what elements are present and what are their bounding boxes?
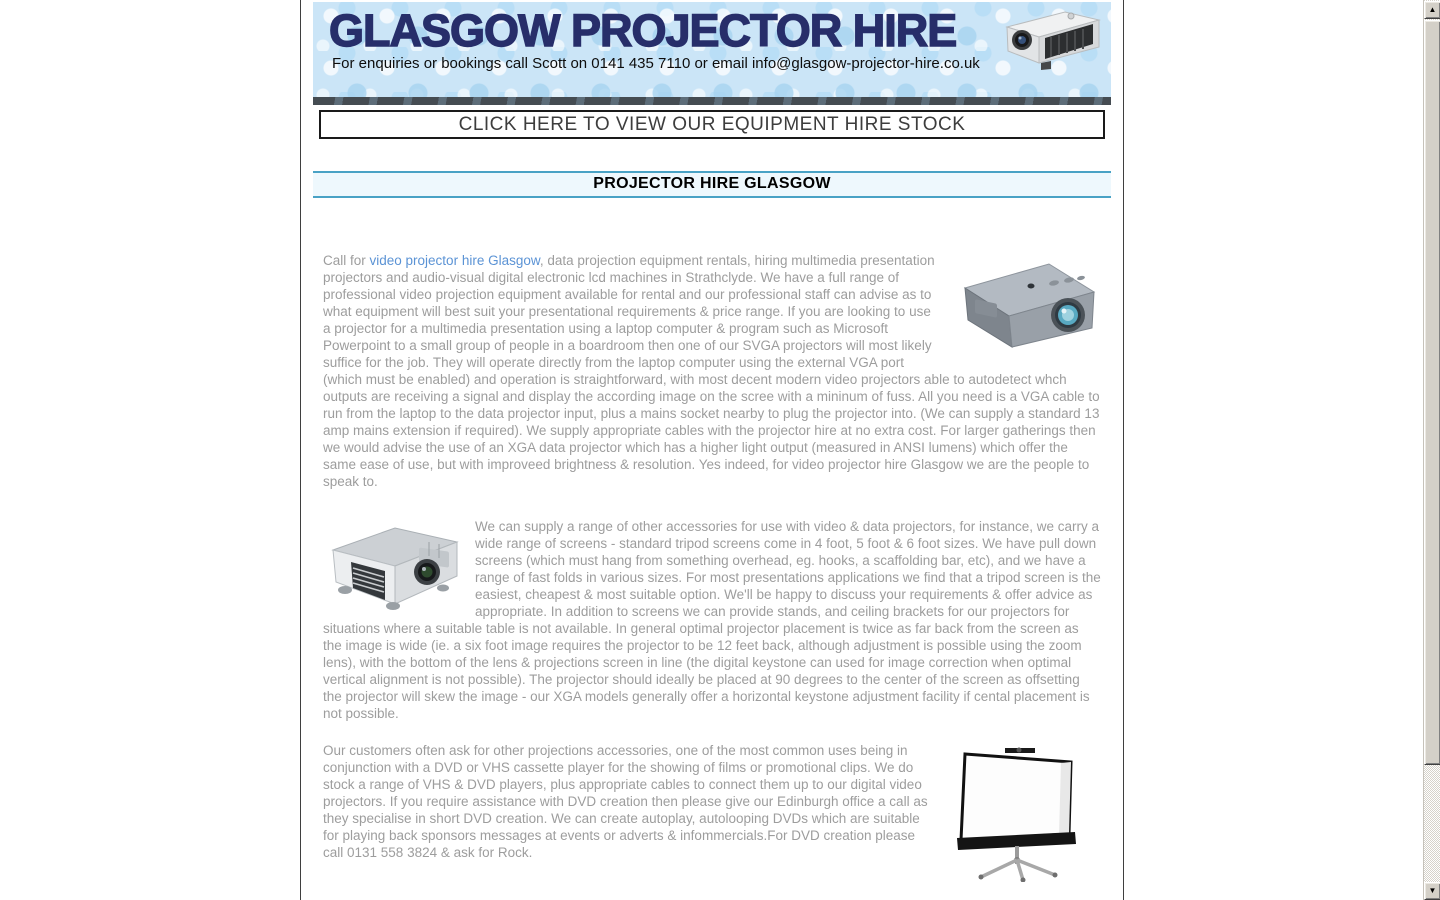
header-projector-icon [999, 7, 1105, 77]
scrollbar-up-arrow-icon[interactable]: ▲ [1424, 1, 1440, 19]
projector-photo-right [951, 252, 1101, 361]
projector-photo-left [323, 520, 463, 616]
page-content-frame [300, 0, 1124, 900]
p3-text: Our customers often ask for other projections accessories, one of the most common uses being in conjunction with a DVD or VHS cassette player for the showing of films or promotional clips. We do stock a range of VHS & DVD players, plus appropriate cables to connect them up to our digital video projectors. If you require assistance with DVD creation then please give our Edinburgh office a call as they specialise in short DVD creation. We can create autoplay, autolooping DVDs which are suitable for playing back sponsors messages at events or adverts & infommercials.For DVD creation please call 0131 558 3824 & ask for Rock. [323, 743, 928, 860]
vertical-scrollbar[interactable] [1423, 0, 1440, 900]
paragraph-dvd-vhs [323, 742, 1101, 861]
site-header [313, 2, 1111, 105]
site-title: GLASGOW PROJECTOR HIRE [329, 5, 957, 56]
p2-text: We can supply a range of other accessories for use with video & data projectors, for instance, we carry a wide range of screens - standard tripod screens come in 4 foot, 5 foot & 6 foot sizes. We have pull down screens (which must hang from something overhead, eg. hooks, a scaffolding bar, etc), and we have a range of fast folds in various sizes. For most presentations applications we find that a tripod screen is the easiest, cheapest & most suitable option. We'll be happy to discuss your requirements & offer advice as appropriate. In addition to screens we can provide stands, and ceiling brackets for our projectors for situations where a suitable table is not available. In general optimal projector placement is twice as far back from the screen as the image is wide (ie. a six foot image requires the projector to be 12 feet back, although adjustment is possible using the zoom lens), with the bottom of the lens & projections screen in line (the digital keystone can used for image correction when optimal vertical alignment is not possible). The projector should ideally be placed at 90 degrees to the center of the screen as offsetting the projector will skew the image - our XGA models generally offer a horizontal keystone adjustment facility if cental placement is not possible. [323, 519, 1101, 721]
video-projector-hire-link[interactable]: video projector hire Glasgow [369, 253, 540, 268]
scrollbar-thumb[interactable] [1424, 20, 1440, 765]
view-stock-banner-link[interactable]: CLICK HERE TO VIEW OUR EQUIPMENT HIRE STOCK [319, 110, 1105, 139]
header-bottom-edge [313, 97, 1111, 105]
tripod-screen-photo [943, 742, 1101, 886]
body-copy [323, 252, 1101, 861]
paragraph-projector-hire [323, 252, 1101, 490]
p1-text-before-link: Call for [323, 253, 370, 268]
scrollbar-down-arrow-icon[interactable]: ▼ [1424, 882, 1440, 900]
section-heading: PROJECTOR HIRE GLASGOW [313, 171, 1111, 198]
p1-text-after-link: , data projection equipment rentals, hiring multimedia presentation projectors and audio-visual digital electronic lcd machines in Strathclyde. We have a full range of professional video projection equipment available for rental and our professional staff can advise as to what equipment will best suit your presentational requirements & price range. If you are looking to use a projector for a multimedia presentation using a laptop computer & program such as Microsoft Powerpoint to a small group of people in a boardroom then one of our SVGA projectors will most likely suffice for the job. They will operate directly from the laptop computer using the external VGA port (which must be enabled) and operation is straightforward, with most decent modern video projectors able to autodetect whch outputs are receiving a signal and display the according image on the scree with a mininum of fuss. All you need is a VGA cable to run from the laptop to the data projector input, plus a mains socket nearby to plug the projector into. (We can supply a standard 13 amp mains extension if required). We supply appropriate cables with the projector hire at no extra cost. For larger gatherings then we would advise the use of an XGA data projector which has a higher light output (measured in ANSI lumens) which offer the same ease of use, but with improveed brightness & resolution. Yes indeed, for video projector hire Glasgow we are the people to speak to. [323, 253, 1100, 489]
paragraph-accessories-screens [323, 518, 1101, 722]
site-contact-line: For enquiries or bookings call Scott on 0141 435 7110 or email info@glasgow-projector-hire.co.uk [332, 55, 980, 72]
